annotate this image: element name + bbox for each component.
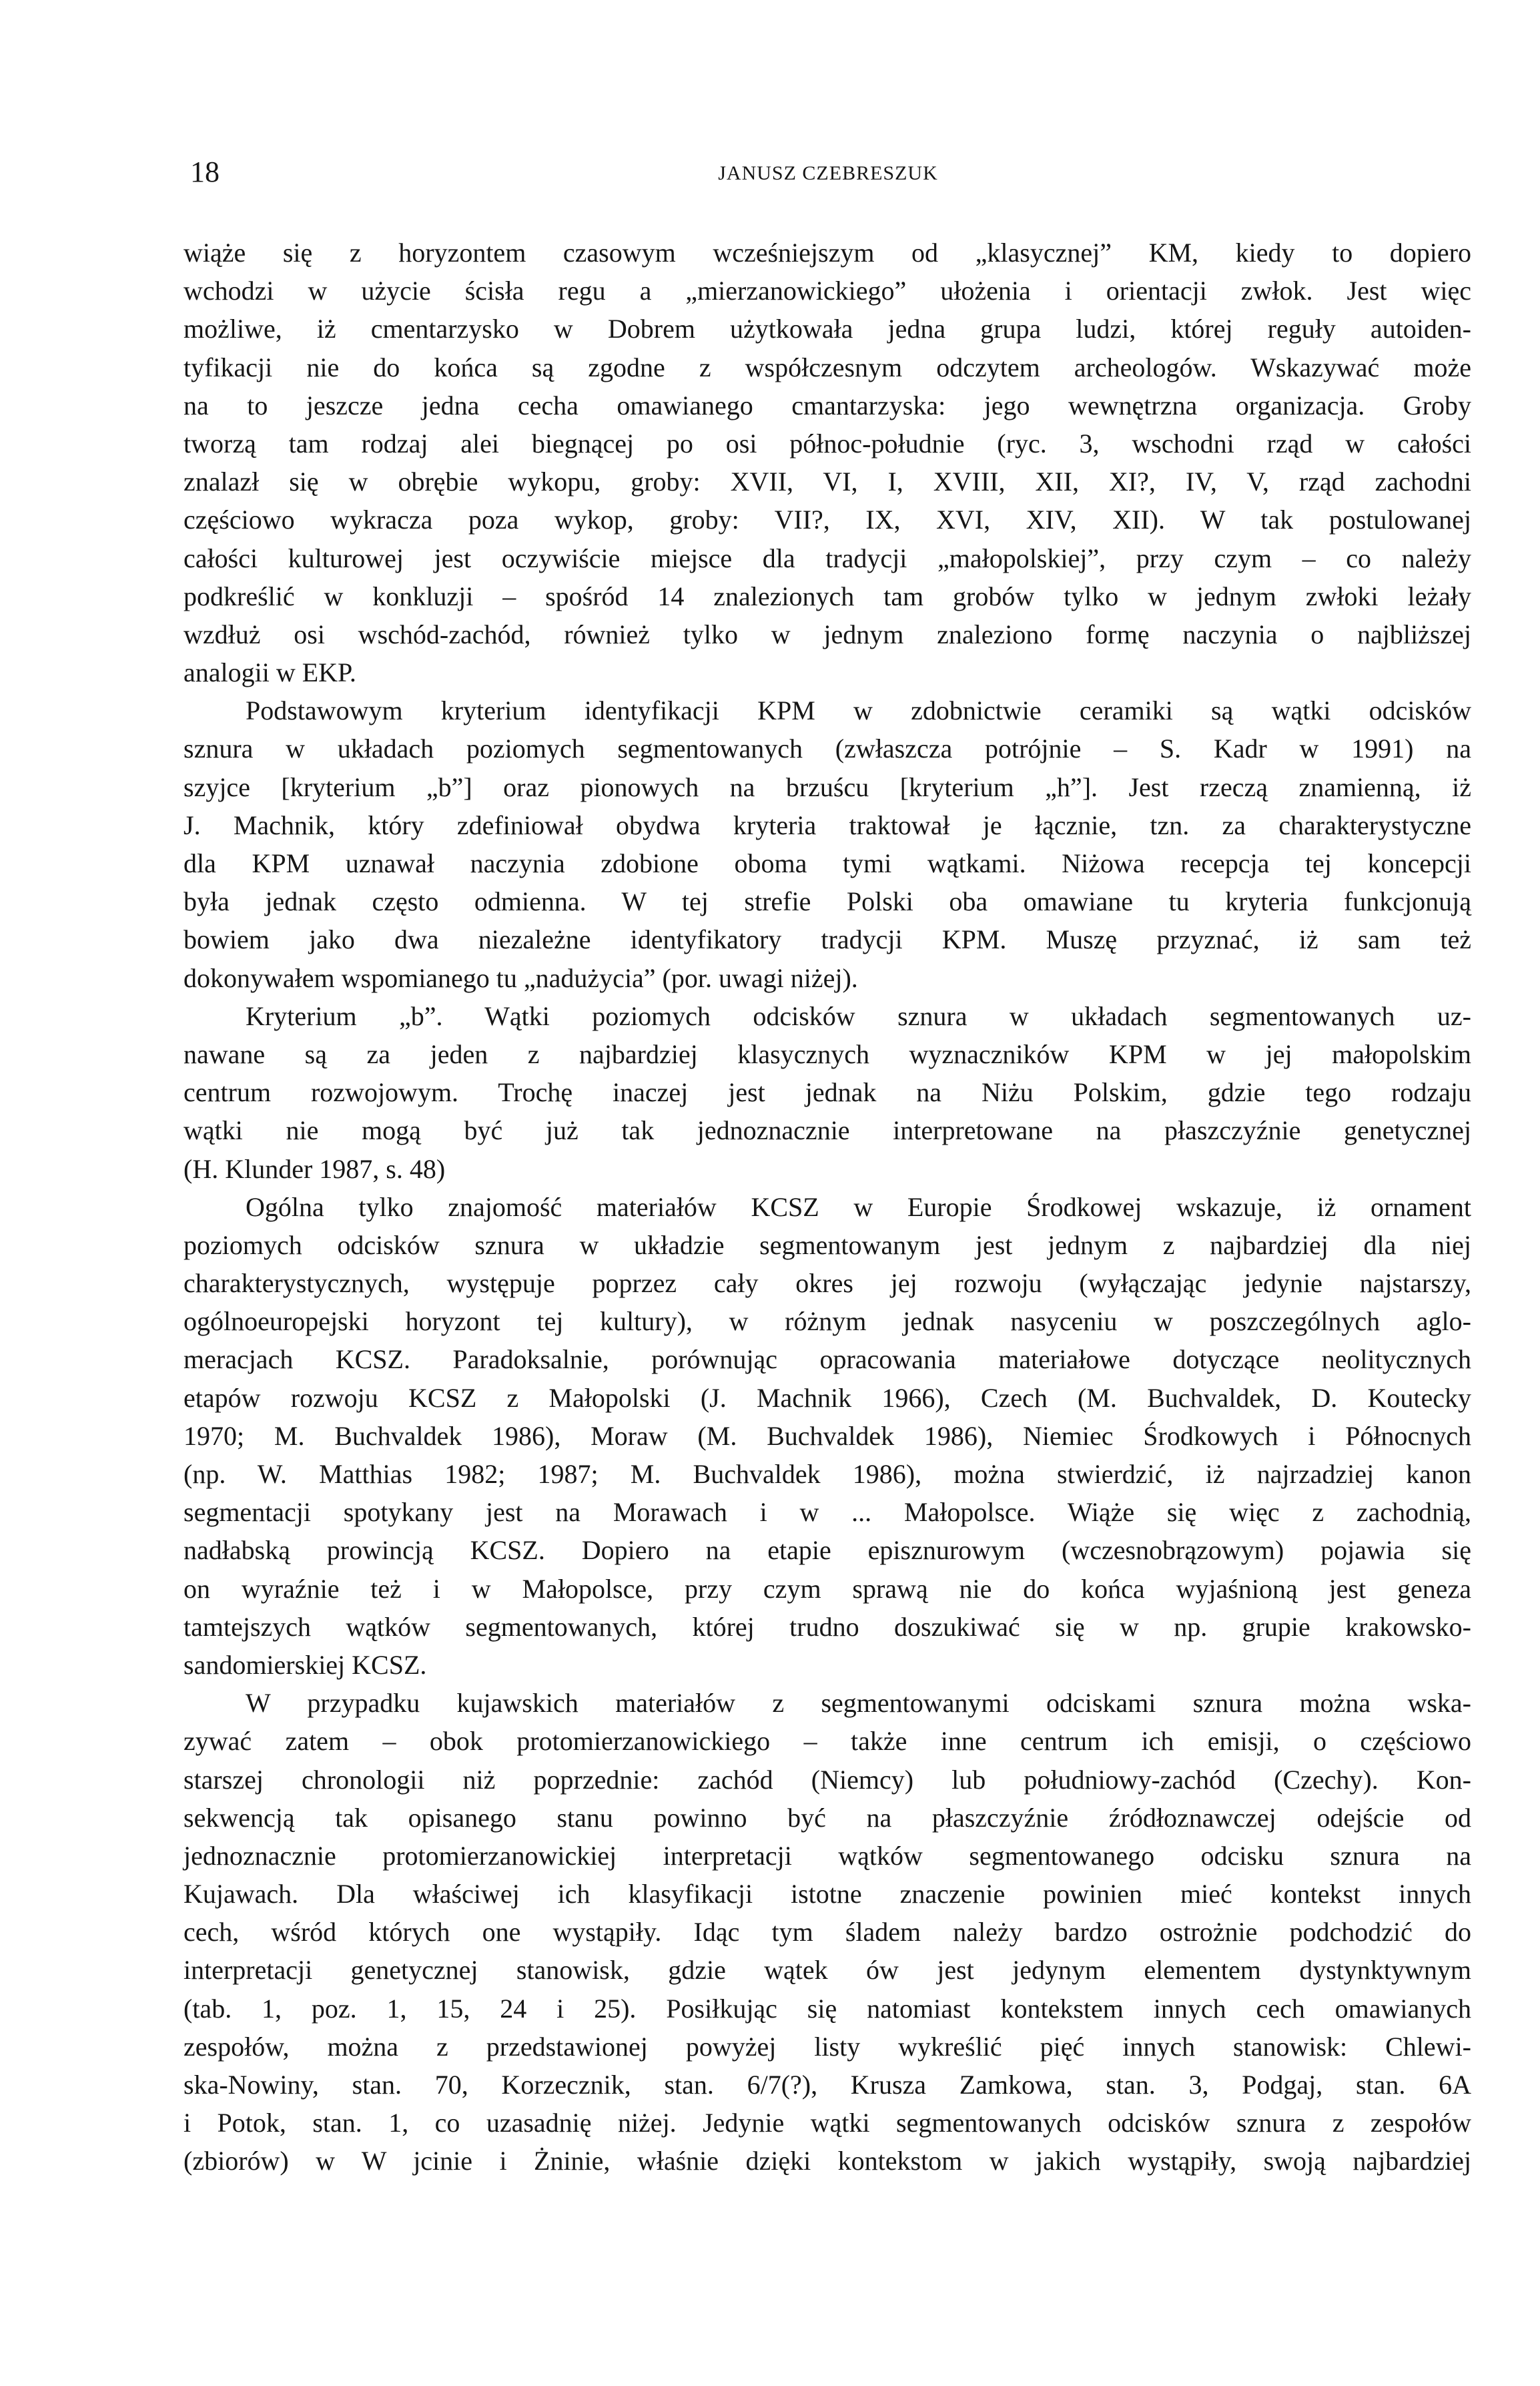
text-line: poziomych odcisków sznura w układzie segmentowanym jest jednym z najbardziej dla niej [183,1229,1471,1260]
text-line: ska-Nowiny, stan. 70, Korzecznik, stan. 6/7(?), Krusza Zamkowa, stan. 3, Podgaj, stan. 6A [183,2070,1471,2100]
text-line: (np. W. Matthias 1982; 1987; M. Buchvaldek 1986), można stwierdzić, iż najrzadziej kanon [183,1459,1471,1489]
text-line: możliwe, iż cmentarzysko w Dobrem użytkowała jedna grupa ludzi, której reguły autoiden- [183,314,1471,344]
text-line: nadłabską prowincją KCSZ. Dopiero na etapie episznurowym (wczesnobrązowym) pojawia się [183,1535,1471,1566]
text-line: interpretacji genetycznej stanowisk, gdzie wątek ów jest jedynym elementem dystynktywnym [183,1955,1471,1986]
text-line: Podstawowym kryterium identyfikacji KPM w zdobnictwie ceramiki są wątki odcisków [246,695,1471,726]
text-line: meracjach KCSZ. Paradoksalnie, porównując opracowania materiałowe dotyczące neolitycznych [183,1344,1471,1375]
text-line: całości kulturowej jest oczywiście miejsce dla tradycji „małopolskiej”, przy czym – co należy [183,543,1471,573]
text-line: tworzą tam rodzaj alei biegnącej po osi północ-południe (ryc. 3, wschodni rząd w całości [183,428,1471,459]
text-line: centrum rozwojowym. Trochę inaczej jest jednak na Niżu Polskim, gdzie tego rodzaju [183,1077,1471,1108]
text-line: wątki nie mogą być już tak jednoznacznie interpretowane na płaszczyźnie genetycznej [183,1115,1471,1146]
text-line: dokonywałem wspomianego tu „nadużycia” (por. uwagi niżej). [183,962,858,993]
text-line: jednoznacznie protomierzanowickiej interpretacji wątków segmentowanego odcisku sznura na [183,1840,1471,1871]
text-line: bowiem jako dwa niezależne identyfikatory tradycji KPM. Muszę przyznać, iż sam też [183,924,1471,955]
text-line: i Potok, stan. 1, co uzasadnię niżej. Jedynie wątki segmentowanych odcisków sznura z zespołów [183,2108,1471,2138]
text-line: (zbiorów) w W jcinie i Żninie, właśnie dzięki kontekstom w jakich wystąpiły, swoją najbardziej [183,2146,1471,2176]
text-line: starszej chronologii niż poprzednie: zachód (Niemcy) lub południowy-zachód (Czechy). Kon- [183,1764,1471,1795]
text-line: wzdłuż osi wschód-zachód, również tylko w jednym znaleziono formę naczynia o najbliższej [183,619,1471,649]
page-header [190,152,1466,192]
text-line: analogii w EKP. [183,657,356,688]
text-line: częściowo wykracza poza wykop, groby: VII?, IX, XVI, XIV, XII). W tak postulowanej [183,505,1471,535]
text-line: na to jeszcze jedna cecha omawianego cmantarzyska: jego wewnętrzna organizacja. Groby [183,390,1471,420]
text-line: zespołów, można z przedstawionej powyżej listy wykreślić pięć innych stanowisk: Chlewi- [183,2031,1471,2062]
text-line: ogólnoeuropejski horyzont tej kultury), w różnym jednak nasyceniu w poszczególnych aglo- [183,1306,1471,1337]
text-line: Ogólna tylko znajomość materiałów KCSZ w Europie Środkowej wskazuje, iż ornament [246,1191,1471,1222]
text-line: cech, wśród których one wystąpiły. Idąc tym śladem należy bardzo ostrożnie podchodzić do [183,1917,1471,1948]
text-line: Kryterium „b”. Wątki poziomych odcisków sznura w układach segmentowanych uz- [246,1000,1471,1031]
text-line: wchodzi w użycie ścisła regu a „mierzanowickiego” ułożenia i orientacji zwłok. Jest więc [183,276,1471,306]
body-text [183,234,1471,2180]
text-line: Kujawach. Dla właściwej ich klasyfikacji istotne znaczenie powinien mieć kontekst innych [183,1879,1471,1909]
text-line: wiąże się z horyzontem czasowym wcześniejszym od „klasycznej” KM, kiedy to dopiero [183,238,1471,268]
text-line: etapów rozwoju KCSZ z Małopolski (J. Machnik 1966), Czech (M. Buchvaldek, D. Koutecky [183,1382,1471,1413]
text-line: segmentacji spotykany jest na Morawach i w ... Małopolsce. Wiąże się więc z zachodnią, [183,1497,1471,1528]
text-line: znalazł się w obrębie wykopu, groby: XVII, VI, I, XVIII, XII, XI?, IV, V, rząd zachodni [183,467,1471,497]
text-line: szyjce [kryterium „b”] oraz pionowych na brzuścu [kryterium „h”]. Jest rzeczą znamienną, iż [183,772,1471,802]
text-line: dla KPM uznawał naczynia zdobione oboma tymi wątkami. Niżowa recepcja tej koncepcji [183,848,1471,878]
text-line: J. Machnik, który zdefiniował obydwa kryteria traktował je łącznie, tzn. za charakterystyczne [183,810,1471,840]
text-line: W przypadku kujawskich materiałów z segmentowanymi odciskami sznura można wska- [246,1688,1471,1719]
text-line: sandomierskiej KCSZ. [183,1649,427,1680]
text-line: sznura w układach poziomych segmentowanych (zwłaszcza potrójnie – S. Kadr w 1991) na [183,733,1471,764]
text-line: nawane są za jeden z najbardziej klasycznych wyznaczników KPM w jej małopolskim [183,1038,1471,1069]
text-line: zywać zatem – obok protomierzanowickiego – także inne centrum ich emisji, o częściowo [183,1726,1471,1757]
running-head-author: JANUSZ CZEBRESZUK [718,162,938,184]
text-line: (H. Klunder 1987, s. 48) [183,1153,446,1184]
text-line: (tab. 1, poz. 1, 15, 24 i 25). Posiłkując się natomiast kontekstem innych cech omawianych [183,1993,1471,2024]
text-line: tyfikacji nie do końca są zgodne z współczesnym odczytem archeologów. Wskazywać może [183,352,1471,382]
page-number: 18 [190,156,220,188]
text-line: podkreślić w konkluzji – spośród 14 znalezionych tam grobów tylko w jednym zwłoki leżały [183,581,1471,611]
text-line: sekwencją tak opisanego stanu powinno być na płaszczyźnie źródłoznawczej odejście od [183,1802,1471,1833]
text-line: była jednak często odmienna. W tej strefie Polski oba omawiane tu kryteria funkcjonują [183,886,1471,917]
text-line: on wyraźnie też i w Małopolsce, przy czym sprawą nie do końca wyjaśnioną jest geneza [183,1573,1471,1604]
text-line: tamtejszych wątków segmentowanych, której trudno doszukiwać się w np. grupie krakowsko- [183,1611,1471,1642]
text-line: charakterystycznych, występuje poprzez cały okres jej rozwoju (wyłączając jedynie najstarszy, [183,1268,1471,1299]
text-line: 1970; M. Buchvaldek 1986), Moraw (M. Buchvaldek 1986), Niemiec Środkowych i Północnych [183,1420,1471,1451]
